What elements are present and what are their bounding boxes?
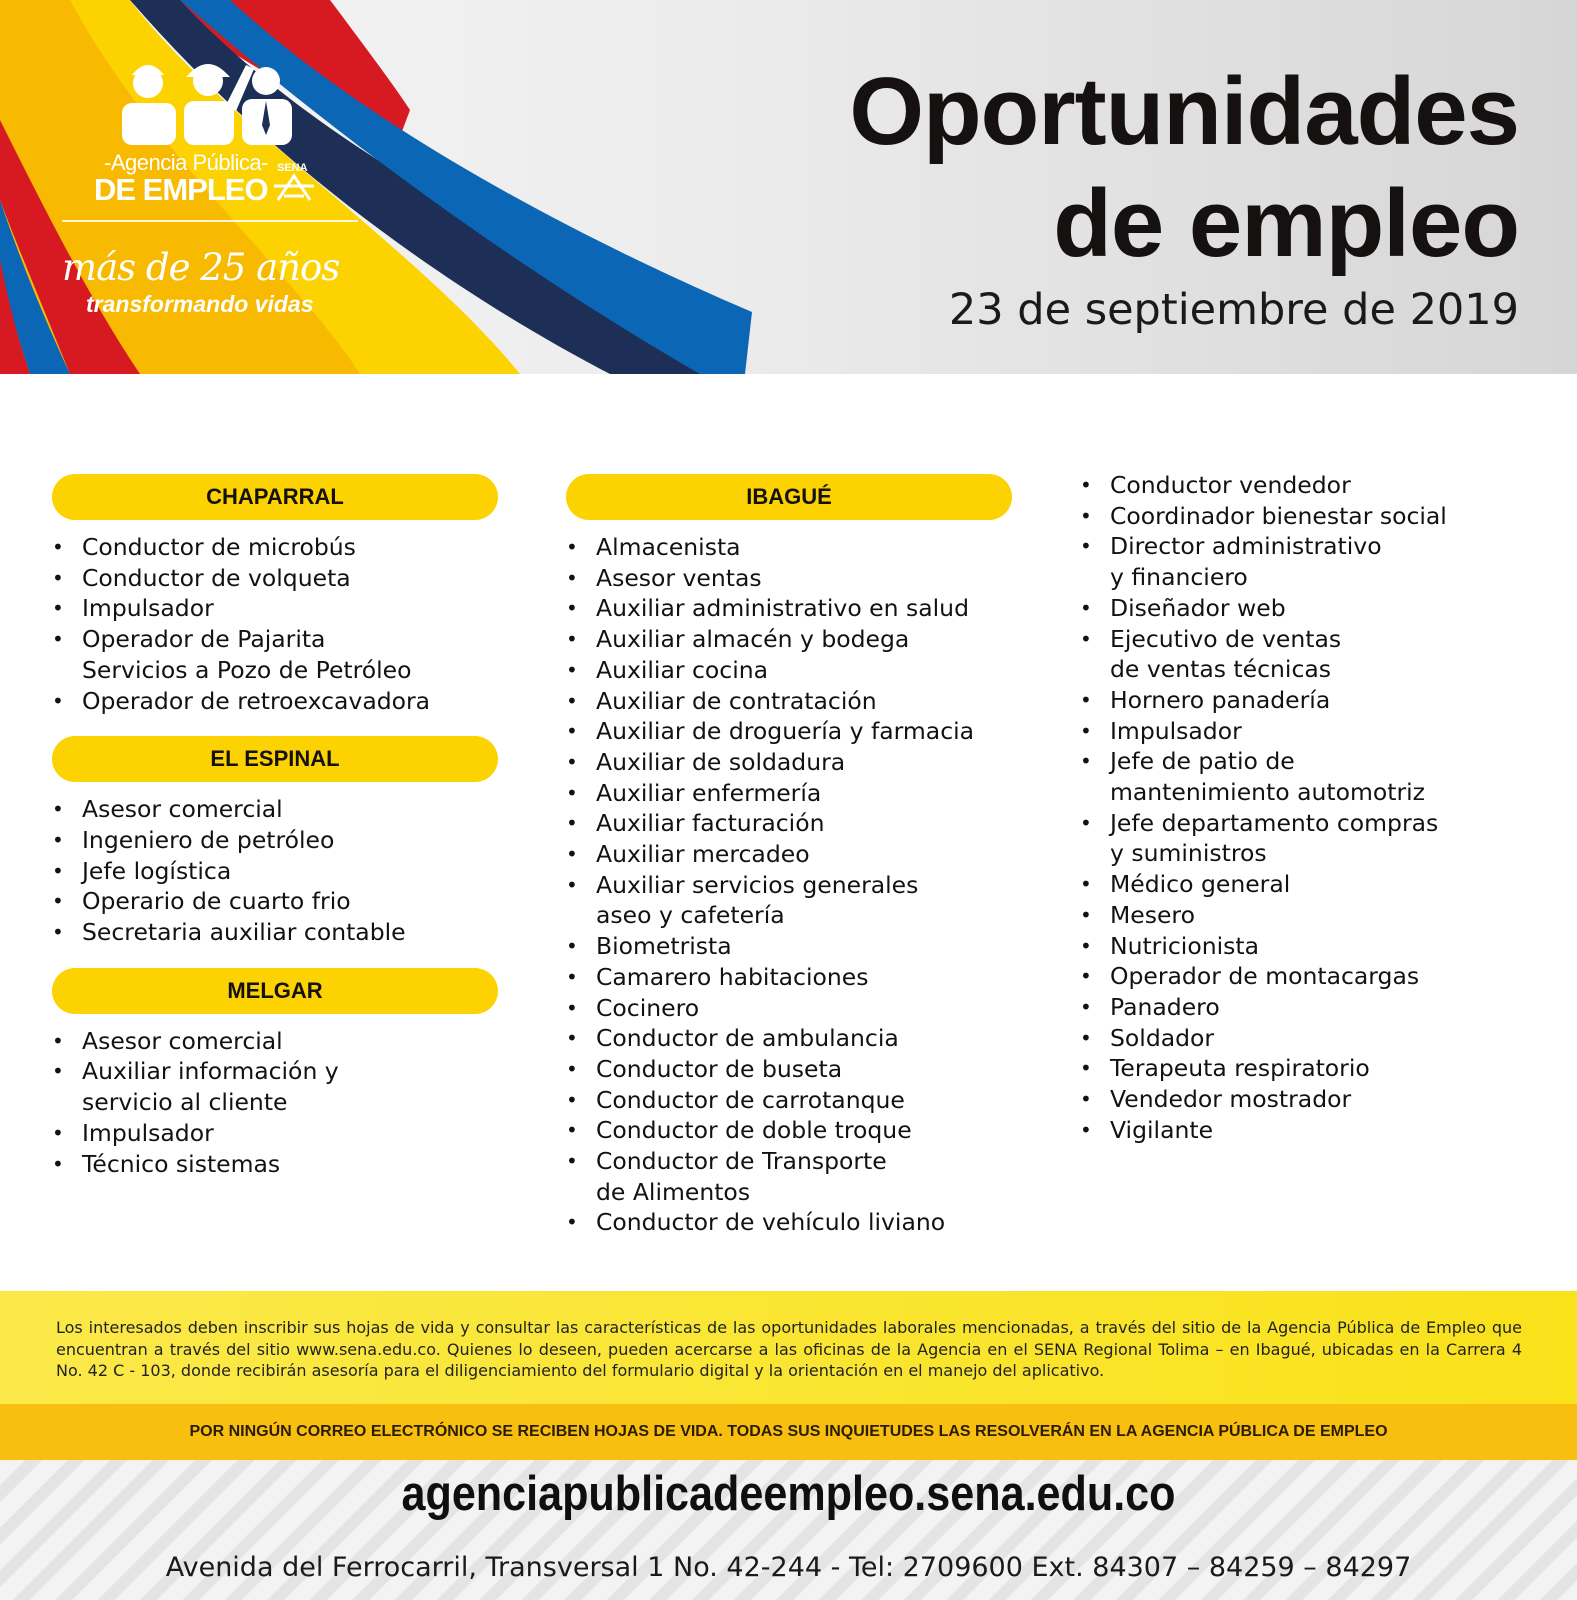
column-middle [566,474,1036,1238]
job-list-item: • Conductor de volqueta [52,563,502,594]
website-url: agenciapublicadeempleo.sena.edu.co [401,1467,1176,1521]
warning-banner [0,1404,1577,1460]
job-list-item: • Jefe logística [52,856,502,887]
job-list-item: • Secretaria auxiliar contable [52,917,502,948]
job-list-item: • Auxiliar de contratación [566,686,1036,717]
job-list-item: • Conductor de Transporte de Alimentos [566,1146,1036,1207]
job-list-item: • Operador de Pajarita Servicios a Pozo de Petróleo [52,624,502,685]
job-list-item: • Auxiliar almacén y bodega [566,624,1036,655]
section-header-ibague: IBAGUÉ [566,474,1012,520]
job-list-item: • Terapeuta respiratorio [1080,1053,1570,1084]
job-list-item: • Auxiliar cocina [566,655,1036,686]
job-list-item: • Asesor comercial [52,1026,502,1057]
job-list-item: • Auxiliar mercadeo [566,839,1036,870]
job-list-item: • Mesero [1080,900,1570,931]
info-notice-text: Los interesados deben inscribir sus hojas de vida y consultar las características de las oportunidades laborales mencionadas, a través del sitio de la Agencia Pública de Empleo que encuentran a través del sitio www.sena.edu.co. Quienes lo deseen, pueden acercarse a las oficinas de la Agencia en el SENA Regional Tolima – en Ibagué, ubicadas en la Carrera 4 No. 42 C - 103, donde recibirán asesoría para el diligenciamiento del formulario digital y la orientación en el manejo del aplicativo. [56,1318,1522,1380]
sena-logo-icon [272,172,316,202]
job-list-item: • Coordinador bienestar social [1080,501,1570,532]
contact-footer [0,1460,1577,1600]
job-list-item: • Auxiliar de soldadura [566,747,1036,778]
job-list-item: • Cocinero [566,993,1036,1024]
office-address: Avenida del Ferrocarril, Transversal 1 No. 42-244 - Tel: 2709600 Ext. 84307 – 84259 – 84297 [165,1552,1412,1583]
job-list-item: • Ejecutivo de ventas de ventas técnicas [1080,624,1570,685]
job-list-ibague [566,532,1036,1238]
job-list-item: • Médico general [1080,869,1570,900]
job-list-item: • Jefe de patio de mantenimiento automotriz [1080,746,1570,807]
workers-logo-icon [118,55,308,150]
logo-empleo-text: DE EMPLEO [94,172,268,207]
job-list-item: • Conductor de buseta [566,1054,1036,1085]
title-line-2: de empleo [1053,170,1519,277]
job-list-melgar [52,1026,502,1180]
job-list-item: • Almacenista [566,532,1036,563]
job-list-item: • Diseñador web [1080,593,1570,624]
job-list-item: • Ingeniero de petróleo [52,825,502,856]
job-list-chaparral [52,532,502,716]
job-list-item: • Hornero panadería [1080,685,1570,716]
sena-logo-text: SENA [277,162,308,174]
section-header-chaparral: CHAPARRAL [52,474,498,520]
job-list-item: • Técnico sistemas [52,1149,502,1180]
job-list-item: • Auxiliar enfermería [566,778,1036,809]
job-list-item: • Biometrista [566,931,1036,962]
logo-agencia-text: -Agencia Pública- [104,150,268,175]
warning-text: POR NINGÚN CORREO ELECTRÓNICO SE RECIBEN HOJAS DE VIDA. TODAS SUS INQUIETUDES LAS RESOLVERÁN EN LA AGENCIA PÚBLICA DE EMPLEO [189,1423,1388,1440]
tagline-years: más de 25 años [62,246,340,289]
column-right [1080,470,1570,1145]
job-list-item: • Auxiliar información y servicio al cliente [52,1056,502,1117]
job-list-item: • Director administrativo y financiero [1080,531,1570,592]
job-list-item: • Auxiliar servicios generales aseo y cafetería [566,870,1036,931]
job-list-item: • Nutricionista [1080,931,1570,962]
page-title [619,56,1519,280]
section-header-melgar: MELGAR [52,968,498,1014]
section-header-espinal: EL ESPINAL [52,736,498,782]
job-list-item: • Conductor de vehículo liviano [566,1207,1036,1238]
job-list-espinal [52,794,502,948]
job-list-item: • Panadero [1080,992,1570,1023]
job-list-item: • Conductor de microbús [52,532,502,563]
job-list-item: • Operario de cuarto frio [52,886,502,917]
column-left [52,474,502,1179]
job-list-item: • Auxiliar administrativo en salud [566,593,1036,624]
job-list-ibague-continued [1080,470,1570,1145]
job-list-item: • Conductor vendedor [1080,470,1570,501]
job-list-item: • Auxiliar facturación [566,808,1036,839]
job-list-item: • Impulsador [52,1118,502,1149]
logo-divider [62,220,358,222]
job-list-item: • Auxiliar de droguería y farmacia [566,716,1036,747]
job-list-item: • Conductor de doble troque [566,1115,1036,1146]
job-list-item: • Operador de montacargas [1080,961,1570,992]
job-list-item: • Soldador [1080,1023,1570,1054]
job-list-item: • Vendedor mostrador [1080,1084,1570,1115]
job-list-item: • Conductor de carrotanque [566,1085,1036,1116]
job-list-item: • Impulsador [52,593,502,624]
job-list-item: • Vigilante [1080,1115,1570,1146]
job-list-item: • Conductor de ambulancia [566,1023,1036,1054]
job-list-item: • Asesor comercial [52,794,502,825]
header-banner [0,0,1577,374]
job-list-item: • Operador de retroexcavadora [52,686,502,717]
publication-date: 23 de septiembre de 2019 [948,285,1519,335]
job-list-item: • Jefe departamento compras y suministros [1080,808,1570,869]
info-notice-banner [0,1291,1577,1404]
tagline-transforming: transformando vidas [86,291,314,317]
job-list-item: • Asesor ventas [566,563,1036,594]
title-line-1: Oportunidades [849,58,1519,165]
job-list-item: • Camarero habitaciones [566,962,1036,993]
job-list-item: • Impulsador [1080,716,1570,747]
